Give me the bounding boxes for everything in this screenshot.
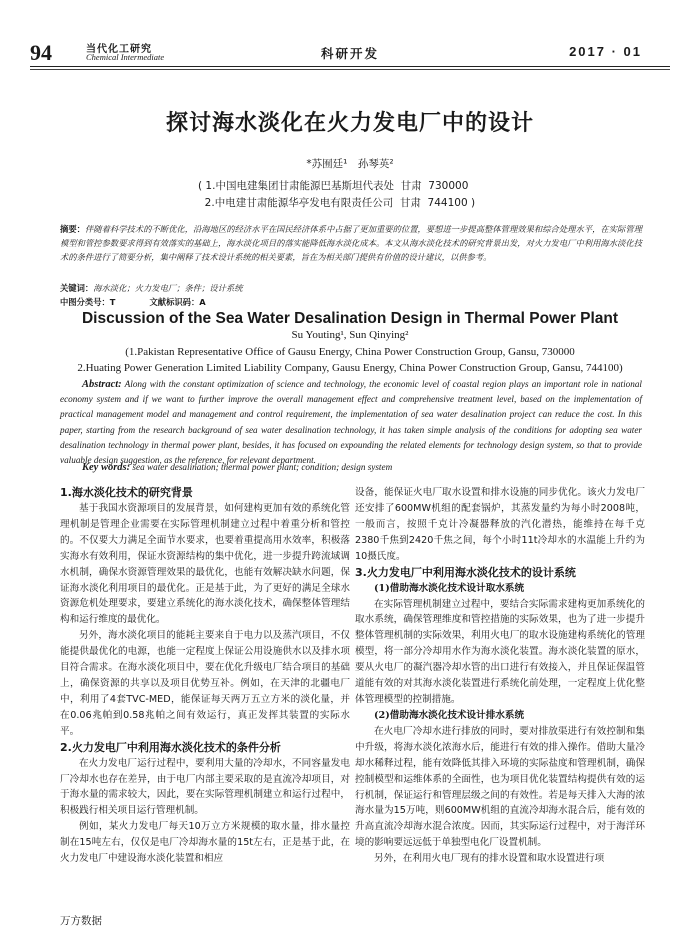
subsection-3-1-paragraph: 在实际管理机制建立过程中，要结合实际需求建构更加系统化的取水系统，确保管理维度和管控措施的实际效果，也为了进一步提升整体管理机制的实际效果，利用火电厂的取水设施建构系统化的管理模型，将一部分冷却用水作为海水淡化装置。海水淡化装置的原水，要从火电厂的凝汽器冷却水管的出口进行有效接入，并且保证保温管道能有效的对其海水淡化装置进行系统化前处理，一定程度上优化整体管理模型的控制措施。 <box>355 598 645 705</box>
affiliation-cn-1: ( 1.中国电建集团甘肃能源巴基斯坦代表处 甘肃 730000 <box>198 180 469 192</box>
keywords-en <box>82 462 392 473</box>
abstract-cn <box>60 222 642 264</box>
keywords-cn-label: 关键词： <box>60 283 94 293</box>
doc-code-value: A <box>199 297 206 307</box>
section-2-paragraph-continued: 设备，能保证火电厂取水设置和排水设施的同步优化。该火力发电厂还安排了600MW机组的配套锅炉，其蒸发量约为每小时2008吨，一般而言，按照千克计冷凝器释放的汽化潜热，能维持在每千克2380千焦到2420千焦之间，每个小时11t冷却水的水温能上升约为10摄氏度。 <box>355 487 645 562</box>
clc-label: 中图分类号： <box>60 297 110 307</box>
footer-watermark: 万方数据 <box>60 915 102 927</box>
section-2-paragraph-2: 例如，某火力发电厂每天10万立方米规模的取水量，排水量控制在15吨左右，仅仅是电厂冷却海水量的15t左右，正是基于此，在火力发电厂中建设海水淡化装置和相应 <box>60 821 350 865</box>
issue-label: 2017 · 01 <box>569 44 642 59</box>
authors-cn: *苏囿廷¹ 孙琴英² <box>306 158 394 170</box>
section-2-heading: 2.火力发电厂中利用海水淡化技术的条件分析 <box>60 740 281 754</box>
section-1-paragraph-1: 基于我国水资源项目的发展背景，如何建构更加有效的系统化管理机制是管理企业需要在实际管理机制建立过程中着重分析和管控的。不仅要大力满足全面节水要求，也要着重提高用水效率，积极落实海水有效利用，保证水资源结构的集中优化，进一步提升跨流域调水机制，确保水资源管理效果的最优化，也能有效解决缺水问题，保证海水淡化利用项目的最优化。正是基于此，为了更好的满足全球水资源危机处理要求，要建立系统化的海水淡化技术，确保整体管理结构和运行维度的最优化。 <box>60 503 350 626</box>
header-rule <box>30 66 670 67</box>
body-column-left <box>60 485 350 867</box>
keywords-en-label: Key words: <box>82 462 131 473</box>
journal-name-en: Chemical Intermediate <box>86 52 165 62</box>
journal-name-cn: 当代化工研究 <box>86 44 152 55</box>
affiliations-cn <box>198 178 475 212</box>
section-1-heading: 1.海水淡化技术的研究背景 <box>60 486 193 499</box>
subsection-3-1-heading: (1)借助海水淡化技术设计取水系统 <box>374 582 525 594</box>
keywords-en-text: sea water desalination; thermal power plant; condition; design system <box>132 462 393 472</box>
section-2-paragraph-1: 在火力发电厂运行过程中，要利用大量的冷却水，不同容量发电厂冷却水也存在差异，由于电厂内部主要采取的是直流冷却项目，对于海水量的需求较大，因此，要在实际管理机制建立和运行过程中，积极践行相关项目运行管理机制。 <box>60 757 350 817</box>
title-cn: 探讨海水淡化在火力发电厂中的设计 <box>165 111 534 136</box>
abstract-cn-text: 伴随着科学技术的不断优化，沿海地区的经济水平在国民经济体系中占据了更加重要的位置，要想进一步提高整体管理效果和综合处理水平，在实际管理模型和管控参数要求得到有效落实的基础上，海水淡化项目的落实能降低海水淡化成本。本文从海水淡化技术的研究背景出发，对火力发电厂中利用海水淡化技术的条件进行了简要分析，集中阐释了技术设计系统的相关要素，旨在为相关部门提供有价值的设计建议，以供参考。 <box>60 224 642 262</box>
subsection-3-2-paragraph-2: 另外，在利用火电厂现有的排水设置和取水设置进行项 <box>374 853 605 865</box>
abstract-en-text: Along with the constant optimization of science and technology, the economic level of coastal region plays an important role in national economy system and if we want to further improve the overall management effect and comprehensive treatment level, based on the implementation of practical management model and management and control requirement, the implementation of sea water desalination project can reduce the cost. In this paper, starting from the research background of sea water desalination technology, it has taken simple analysis of the conditions for adopting sea water desalination technology in thermal power plant, besides, it has focused on expounding the related elements for technology design system, so that to provide valuable design suggestion, as the reference, for relevant department. <box>60 379 642 466</box>
authors-en: Su Youting¹, Sun Qinying² <box>291 329 409 341</box>
classification-cn <box>60 296 206 308</box>
doc-code-label: 文献标识码： <box>149 297 200 307</box>
subsection-3-2-heading: (2)借助海水淡化技术设计排水系统 <box>374 709 525 721</box>
affiliation-cn-2: 2.中电建甘肃能源华亭发电有限责任公司 甘肃 744100 ) <box>198 197 476 209</box>
affiliation-en-2: 2.Huating Power Generation Limited Liability Company, Gausu Energy, China Power Construction Group, Gansu, 744100) <box>77 362 623 374</box>
title-en: Discussion of the Sea Water Desalination Design in Thermal Power Plant <box>81 310 619 327</box>
section-3-heading: 3.火力发电厂中利用海水淡化技术的设计系统 <box>355 565 576 579</box>
subsection-3-2-paragraph-1: 在火电厂冷却水进行排放的同时，要对排放渠进行有效控制和集中升级，将海水淡化浓海水后，能进行有效的排入操作。借助大量冷却水稀释过程，能有效降低其排入环境的实际盐度和管理机制，确保控制模型和运维体系的全面性，也为项目优化装置结构提供有效的运行机制，保证运行和管理层级之间的有效性。若是每天排入大海的浓海水量为15万吨，则600MW机组的直流冷却海水混合后，能有效的升高直流冷却海水混合浓度。因而，其实际运行过程中，对于海洋环境的影响要远远低于单独型电化厂设置机制。 <box>355 725 645 849</box>
abstract-cn-label: 摘要： <box>60 224 85 234</box>
abstract-en-label: Abstract: <box>82 379 122 390</box>
body-column-right <box>355 485 645 867</box>
abstract-en <box>60 377 642 468</box>
affiliation-en-1: (1.Pakistan Representative Office of Gausu Energy, China Power Construction Group, Gansu, 730000 <box>125 346 575 358</box>
keywords-cn <box>60 282 642 295</box>
keywords-cn-text: 海水淡化；火力发电厂；条件；设计系统 <box>93 283 243 293</box>
clc-value: T <box>109 297 116 307</box>
header-rule-thin <box>30 69 670 70</box>
section-1-paragraph-2: 另外，海水淡化项目的能耗主要来自于电力以及蒸汽项目，不仅能提供最优化的电源，也能一定程度上保证公用设施供水以及排水项目符合需求。在海水淡化项目中，要在优化升级电厂结合项目的基础上，确保资源的共享以及项目优势互补。例如，在天津的北疆电厂中，利用了4套TVC-MED，能保证每天两万五立方米的淡化量，并在0.06兆帕到0.58兆帕之间有效运行，真正发挥其装置的实际水平。 <box>60 630 350 737</box>
section-label: 科研开发 <box>320 46 379 61</box>
page-number: 94 <box>30 40 52 65</box>
